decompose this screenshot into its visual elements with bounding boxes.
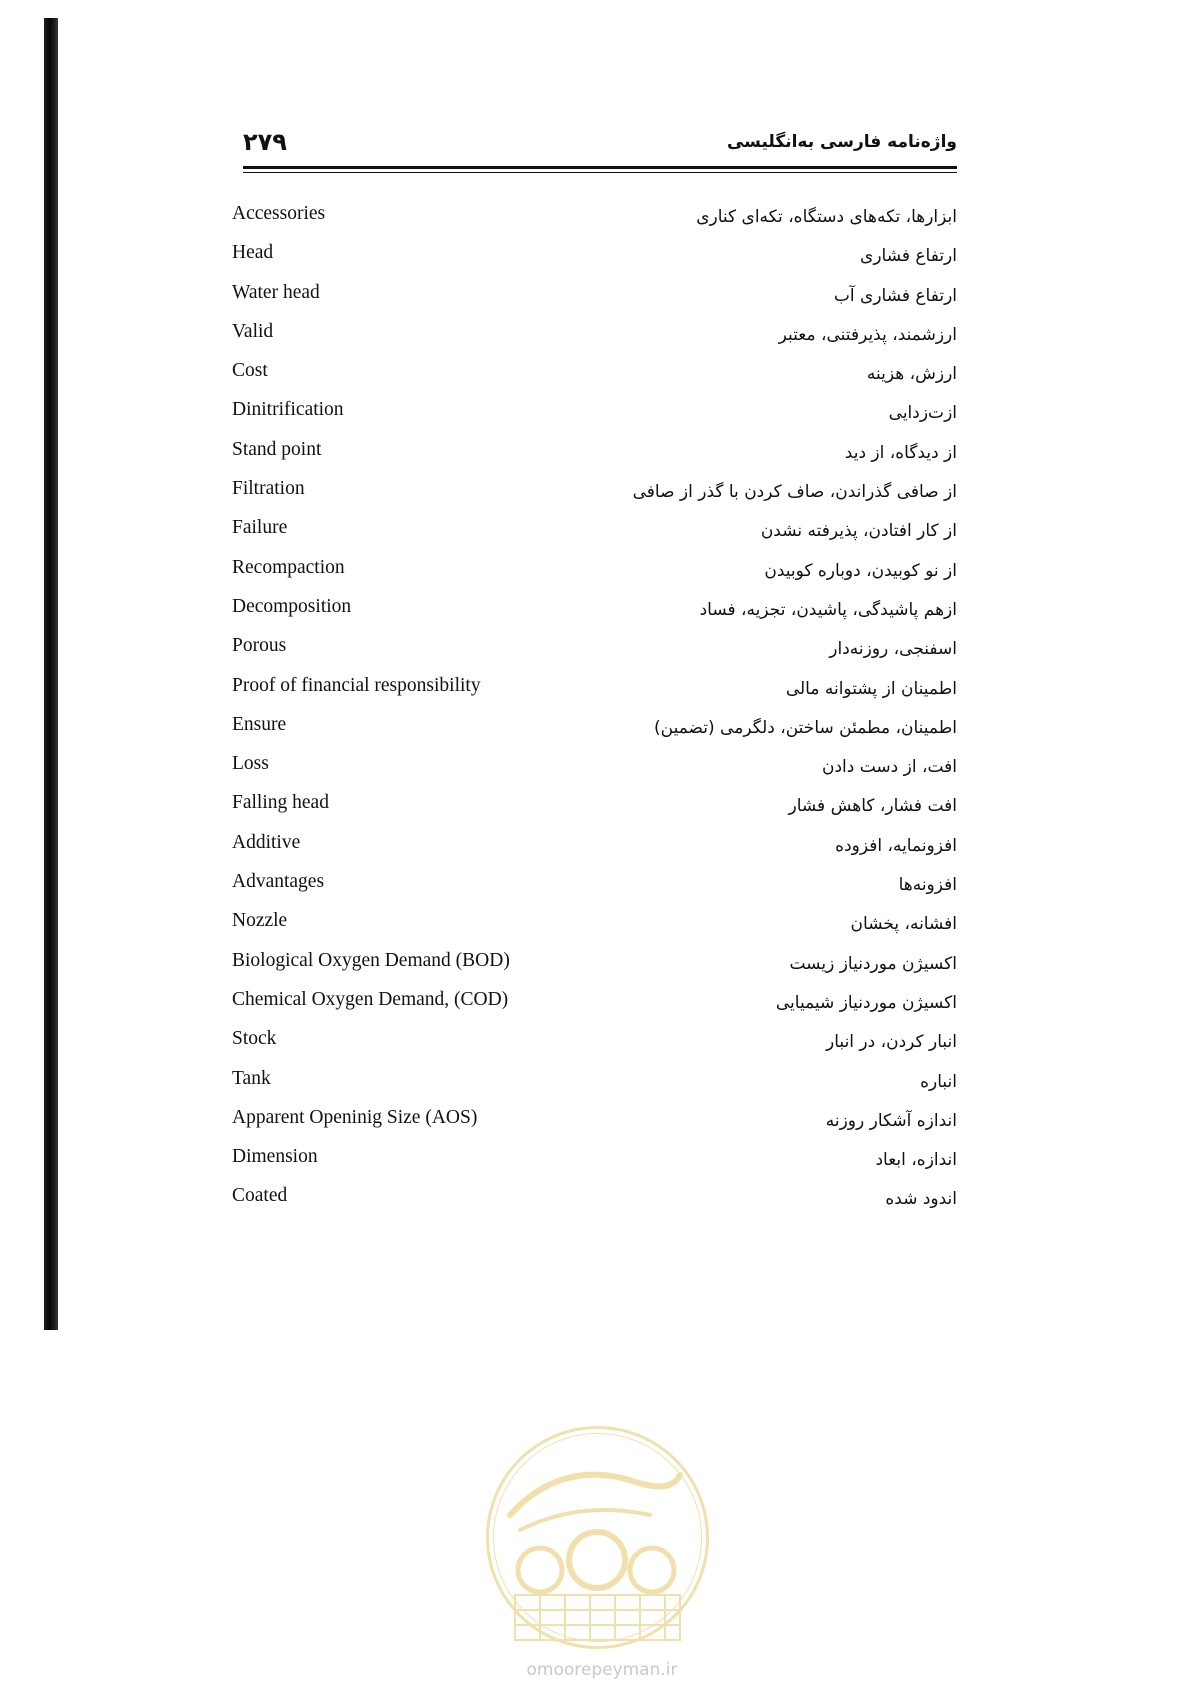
glossary-entry bbox=[232, 1028, 957, 1067]
glossary-entry bbox=[232, 792, 957, 831]
persian-term: ازت‌زدایی bbox=[888, 403, 957, 424]
page-number: ۲۷۹ bbox=[243, 128, 287, 156]
persian-term: اکسیژن موردنیاز شیمیایی bbox=[775, 992, 957, 1013]
glossary-entry bbox=[232, 1107, 957, 1146]
glossary-entry bbox=[232, 203, 957, 242]
persian-term: ابزارها، تکه‌های دستگاه، تکه‌ای کناری bbox=[696, 207, 957, 227]
english-term: Biological Oxygen Demand (BOD) bbox=[232, 949, 510, 971]
persian-term: اندود شده bbox=[885, 1189, 957, 1210]
persian-term: اسفنجی، روزنه‌دار bbox=[829, 639, 957, 660]
glossary-entry bbox=[232, 989, 957, 1028]
english-term: Accessories bbox=[232, 203, 326, 224]
persian-term: انباره bbox=[920, 1071, 957, 1092]
persian-term: افت فشار، کاهش فشار bbox=[788, 796, 957, 817]
glossary-entry bbox=[232, 910, 957, 949]
english-term: Dinitrification bbox=[232, 399, 344, 421]
glossary-entry bbox=[232, 871, 957, 910]
watermark-url: omoorepeyman.ir bbox=[526, 1660, 678, 1680]
persian-term: از نو کوبیدن، دوباره کوبیدن bbox=[764, 560, 957, 581]
persian-term: انبار کردن، در انبار bbox=[826, 1032, 957, 1053]
english-term: Proof of financial responsibility bbox=[232, 674, 481, 696]
glossary-entry bbox=[232, 517, 957, 556]
persian-term: از دیدگاه، از دید bbox=[844, 442, 957, 463]
english-term: Dimension bbox=[232, 1146, 318, 1168]
english-term: Recompaction bbox=[232, 556, 345, 578]
persian-term: افزونمایه، افزوده bbox=[835, 835, 957, 856]
english-term: Stand point bbox=[232, 438, 322, 460]
glossary-entry bbox=[232, 1185, 957, 1224]
english-term: Apparent Openinig Size (AOS) bbox=[232, 1106, 478, 1128]
persian-term: اطمینان از پشتوانه مالی bbox=[785, 678, 957, 699]
glossary-entry bbox=[232, 635, 957, 674]
english-term: Additive bbox=[232, 831, 301, 853]
glossary-entry bbox=[232, 714, 957, 753]
persian-term: ارتفاع فشاری آب bbox=[833, 285, 957, 306]
glossary-entry bbox=[232, 282, 957, 321]
english-term: Nozzle bbox=[232, 910, 288, 932]
glossary-entry bbox=[232, 360, 957, 399]
glossary-entry bbox=[232, 950, 957, 989]
persian-term: افزونه‌ها bbox=[898, 875, 957, 896]
english-term: Head bbox=[232, 242, 274, 264]
persian-term: اکسیژن موردنیاز زیست bbox=[789, 953, 957, 974]
english-term: Water head bbox=[232, 281, 320, 303]
persian-term: افشانه، پخشان bbox=[850, 914, 957, 935]
glossary-entry bbox=[232, 1146, 957, 1185]
english-term: Porous bbox=[232, 635, 287, 657]
english-term: Chemical Oxygen Demand, (COD) bbox=[232, 988, 509, 1010]
glossary-entry bbox=[232, 439, 957, 478]
english-term: Falling head bbox=[232, 792, 329, 814]
persian-term: ازهم پاشیدگی، پاشیدن، تجزیه، فساد bbox=[699, 599, 957, 620]
glossary-entry bbox=[232, 478, 957, 517]
glossary-entry bbox=[232, 321, 957, 360]
glossary-entry bbox=[232, 242, 957, 281]
persian-term: ارزش، هزینه bbox=[866, 364, 957, 385]
persian-term: ارزشمند، پذیرفتنی، معتبر bbox=[778, 324, 957, 345]
english-term: Loss bbox=[232, 753, 269, 775]
persian-term: اطمینان، مطمئن ساختن، دلگرمی (تضمین) bbox=[654, 717, 957, 738]
english-term: Tank bbox=[232, 1067, 271, 1089]
page-header bbox=[243, 128, 957, 168]
persian-term: از صافی گذراندن، صاف کردن با گذر از صافی bbox=[632, 482, 957, 503]
glossary-entry bbox=[232, 832, 957, 871]
persian-term: افت، از دست دادن bbox=[821, 757, 957, 778]
persian-term: اندازه آشکار روزنه bbox=[825, 1110, 957, 1131]
english-term: Failure bbox=[232, 517, 288, 539]
watermark-logo bbox=[480, 1420, 715, 1655]
english-term: Valid bbox=[232, 320, 274, 342]
english-term: Stock bbox=[232, 1028, 277, 1050]
english-term: Ensure bbox=[232, 713, 287, 735]
header-rule-thick bbox=[243, 166, 957, 169]
glossary-entry bbox=[232, 596, 957, 635]
persian-term: از کار افتادن، پذیرفته نشدن bbox=[760, 521, 957, 542]
glossary-entry bbox=[232, 557, 957, 596]
glossary-list bbox=[232, 203, 957, 1225]
persian-term: ارتفاع فشاری bbox=[860, 246, 957, 267]
running-title: واژه‌نامه فارسی به‌انگلیسی bbox=[726, 132, 957, 152]
scan-binding-edge bbox=[44, 18, 58, 1330]
header-rule-thin bbox=[243, 172, 957, 173]
english-term: Decomposition bbox=[232, 595, 352, 617]
glossary-entry bbox=[232, 753, 957, 792]
english-term: Cost bbox=[232, 360, 268, 382]
glossary-entry bbox=[232, 1068, 957, 1107]
english-term: Filtration bbox=[232, 478, 305, 500]
glossary-entry bbox=[232, 675, 957, 714]
english-term: Advantages bbox=[232, 871, 325, 893]
glossary-entry bbox=[232, 399, 957, 438]
english-term: Coated bbox=[232, 1185, 288, 1207]
persian-term: اندازه، ابعاد bbox=[875, 1150, 957, 1171]
